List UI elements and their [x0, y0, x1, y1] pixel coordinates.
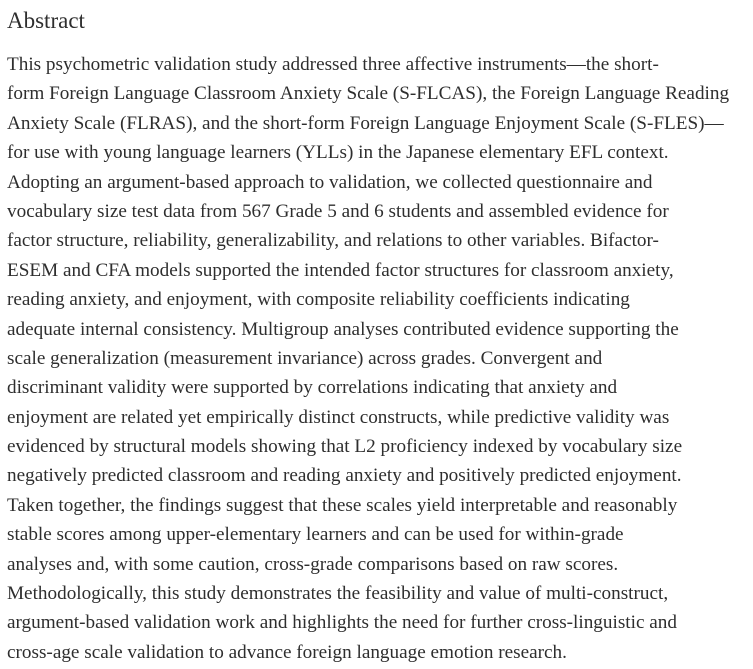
abstract-line: adequate internal consistency. Multigroup analyses contributed evidence supporting the — [7, 318, 679, 340]
abstract-line: Adopting an argument-based approach to validation, we collected questionnaire and — [7, 171, 653, 193]
abstract-line: scale generalization (measurement invariance) across grades. Convergent and — [7, 347, 603, 369]
abstract-line: stable scores among upper-elementary learners and can be used for within-grade — [7, 524, 624, 546]
abstract-body — [7, 50, 740, 667]
abstract-line: enjoyment are related yet empirically distinct constructs, while predictive validity was — [7, 406, 670, 428]
abstract-line: for use with young language learners (YLLs) in the Japanese elementary EFL context. — [7, 142, 669, 164]
abstract-line: Methodologically, this study demonstrates the feasibility and value of multi-construct, — [7, 583, 669, 605]
abstract-line: This psychometric validation study addressed three affective instruments—the short- — [7, 54, 659, 75]
abstract-line: cross-age scale validation to advance foreign language emotion research. — [7, 641, 567, 663]
abstract-line: reading anxiety, and enjoyment, with composite reliability coefficients indicating — [7, 289, 630, 311]
abstract-line: analyses and, with some caution, cross-grade comparisons based on raw scores. — [7, 553, 619, 575]
abstract-line: Anxiety Scale (FLRAS), and the short-form Foreign Language Enjoyment Scale (S-FLES)— — [7, 112, 724, 134]
abstract-line: Taken together, the findings suggest that these scales yield interpretable and reasonably — [7, 494, 678, 516]
abstract-line: negatively predicted classroom and reading anxiety and positively predicted enjoyment. — [7, 465, 682, 487]
abstract-heading: Abstract — [7, 8, 85, 33]
abstract-line: discriminant validity were supported by correlations indicating that anxiety and — [7, 377, 618, 399]
abstract-line: ESEM and CFA models supported the intended factor structures for classroom anxiety, — [7, 259, 674, 281]
abstract-line: factor structure, reliability, generalizability, and relations to other variables. Bifactor- — [7, 230, 659, 252]
abstract-line: evidenced by structural models showing that L2 proficiency indexed by vocabulary size — [7, 436, 683, 458]
abstract-line: vocabulary size test data from 567 Grade 5 and 6 students and assembled evidence for — [7, 200, 669, 222]
abstract-line: argument-based validation work and highlights the need for further cross-linguistic and — [7, 612, 677, 634]
abstract-line: form Foreign Language Classroom Anxiety Scale (S-FLCAS), the Foreign Language Reading — [7, 83, 730, 105]
